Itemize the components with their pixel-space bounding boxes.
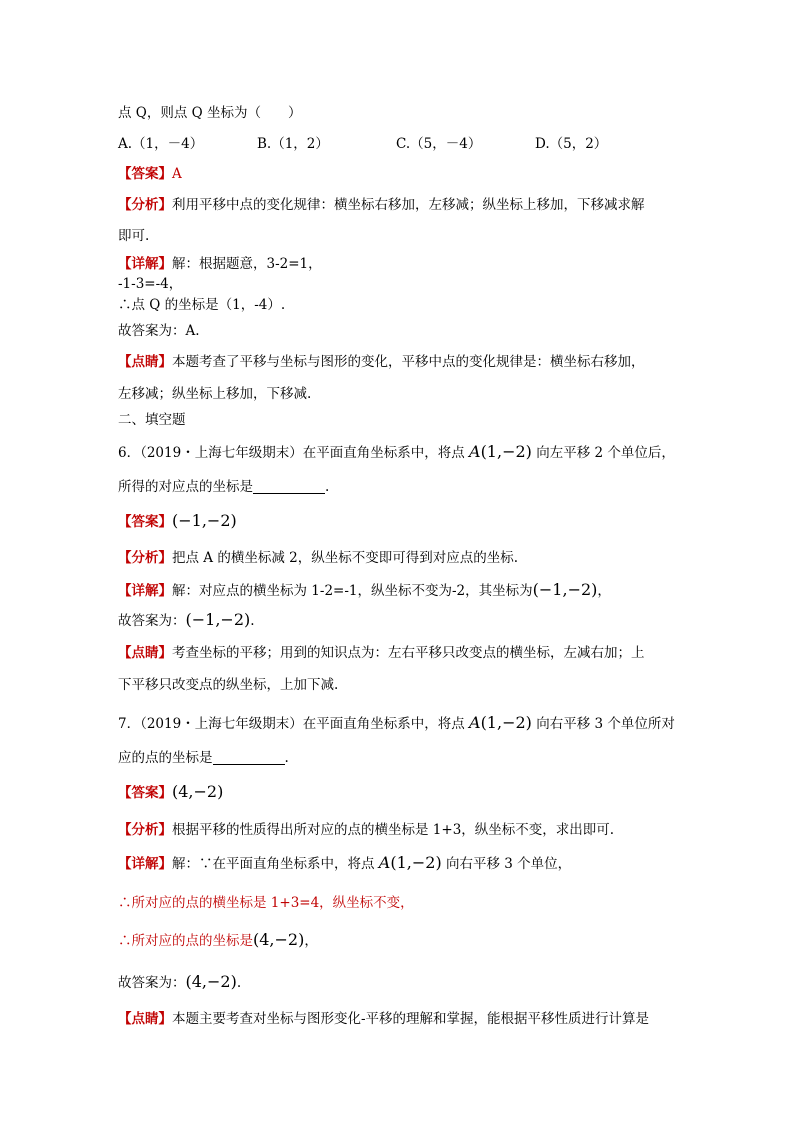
q6-detail-answer: (−1,−2) <box>185 610 251 629</box>
q7-analysis-line: 【分析】根据平移的性质得出所对应的点的横坐标是 1+3，纵坐标不变，求出即可. <box>118 822 615 838</box>
comment-tag: 【点睛】 <box>118 354 172 370</box>
q7-detail-line-3: ∴所对应的点的坐标是(4,−2)， <box>118 930 318 949</box>
q7-stem-line-1: 7．（2019・上海七年级期末）在平面直角坐标系中，将点 A(1,−2) 向右平移 3 个单位所对 <box>118 713 675 732</box>
q7-comment-line-1: 【点睛】本题主要考查对坐标与图形变化-平移的理解和掌握，能根据平移性质进行计算是 <box>118 1011 650 1027</box>
q5-answer: A <box>172 166 182 182</box>
comment-tag: 【点睛】 <box>118 1011 172 1027</box>
answer-blank <box>253 479 325 494</box>
q7-point-a: A(1,−2) <box>469 713 532 732</box>
q5-detail-line-1 <box>118 254 322 274</box>
q6-stem-line-1 <box>118 442 675 463</box>
q6-detail-line-1: 【详解】解：对应点的横坐标为 1-2=-1，纵坐标不变为-2，其坐标为(−1,−2)， <box>118 580 611 599</box>
q7-detail-line-4: 故答案为：(4,−2). <box>118 972 242 991</box>
q6-point-a: A(1,−2) <box>469 442 532 461</box>
q5-detail-line-2: -1-3=-4， <box>118 276 183 292</box>
q6-comment-line-2: 下平移只改变点的纵坐标，上加下减. <box>118 677 339 693</box>
detail-tag: 【详解】 <box>118 256 172 272</box>
analysis-tag: 【分析】 <box>118 197 172 213</box>
q5-detail-line-4: 故答案为：A. <box>118 323 200 339</box>
option-d: D.（5，2） <box>535 136 608 152</box>
q7-answer: (4,−2) <box>172 782 224 801</box>
q7-detail-line-1: 【详解】解：∵在平面直角坐标系中，将点 A(1,−2) 向右平移 3 个单位， <box>118 853 572 872</box>
section-title: 二、填空题 <box>118 412 186 428</box>
analysis-tag: 【分析】 <box>118 550 172 566</box>
q5-comment-text: 本题考查了平移与坐标与图形的变化，平移中点的变化规律是：横坐标右移加， <box>172 354 645 370</box>
q7-answer-line <box>118 782 223 803</box>
q6-answer: (−1,−2) <box>172 511 237 530</box>
q6-stem-text: 6．（2019・上海七年级期末）在平面直角坐标系中，将点 <box>118 445 465 461</box>
option-c: C.（5，－4） <box>396 136 482 152</box>
q5-options <box>118 134 607 154</box>
q5-analysis-text: 利用平移中点的变化规律：横坐标右移加，左移减；纵坐标上移加，下移减求解 <box>172 197 645 213</box>
q7-detail-point-a: A(1,−2) <box>378 853 442 872</box>
q5-analysis-line-2: 即可. <box>118 228 150 244</box>
q7-detail-line-2: ∴所对应的点的横坐标是 1+3=4，纵坐标不变， <box>118 895 414 911</box>
comment-tag: 【点睛】 <box>118 645 172 661</box>
q7-detail-answer: (4,−2) <box>185 972 237 991</box>
option-a: A.（1，－4） <box>118 136 204 152</box>
q6-answer-line <box>118 511 237 532</box>
option-b: B.（1，2） <box>257 136 329 152</box>
q6-analysis-line: 【分析】把点 A 的横坐标减 2，纵坐标不变即可得到对应点的坐标. <box>118 550 519 566</box>
analysis-tag: 【分析】 <box>118 822 172 838</box>
q5-answer-line <box>118 164 182 184</box>
q6-stem-text-2: 向左平移 2 个单位后， <box>536 445 675 461</box>
detail-tag: 【详解】 <box>118 856 172 872</box>
q5-analysis-line-1 <box>118 195 645 215</box>
q6-comment-line-1: 【点睛】考查坐标的平移；用到的知识点为：左右平移只改变点的横坐标，左减右加；上 <box>118 645 645 661</box>
answer-blank <box>213 750 285 765</box>
q5-comment-line-2: 左移减；纵坐标上移加，下移减. <box>118 386 312 402</box>
q5-detail-text: 解：根据题意，3-2=1， <box>172 256 322 272</box>
q5-stem-tail: 点 Q，则点 Q 坐标为（ ） <box>118 105 302 121</box>
q6-stem-line-2: 所得的对应点的坐标是 . <box>118 479 330 495</box>
q7-stem-line-2: 应的点的坐标是 . <box>118 750 289 766</box>
q6-detail-coords: (−1,−2) <box>532 580 598 599</box>
q6-detail-line-2: 故答案为：(−1,−2). <box>118 610 255 629</box>
answer-tag: 【答案】 <box>118 166 172 182</box>
q5-comment-line-1 <box>118 352 645 372</box>
answer-tag: 【答案】 <box>118 785 172 801</box>
q5-detail-line-3: ∴点 Q 的坐标是（1，-4）. <box>118 297 286 313</box>
answer-tag: 【答案】 <box>118 514 172 530</box>
q7-detail-coords: (4,−2) <box>253 930 305 949</box>
detail-tag: 【详解】 <box>118 583 172 599</box>
